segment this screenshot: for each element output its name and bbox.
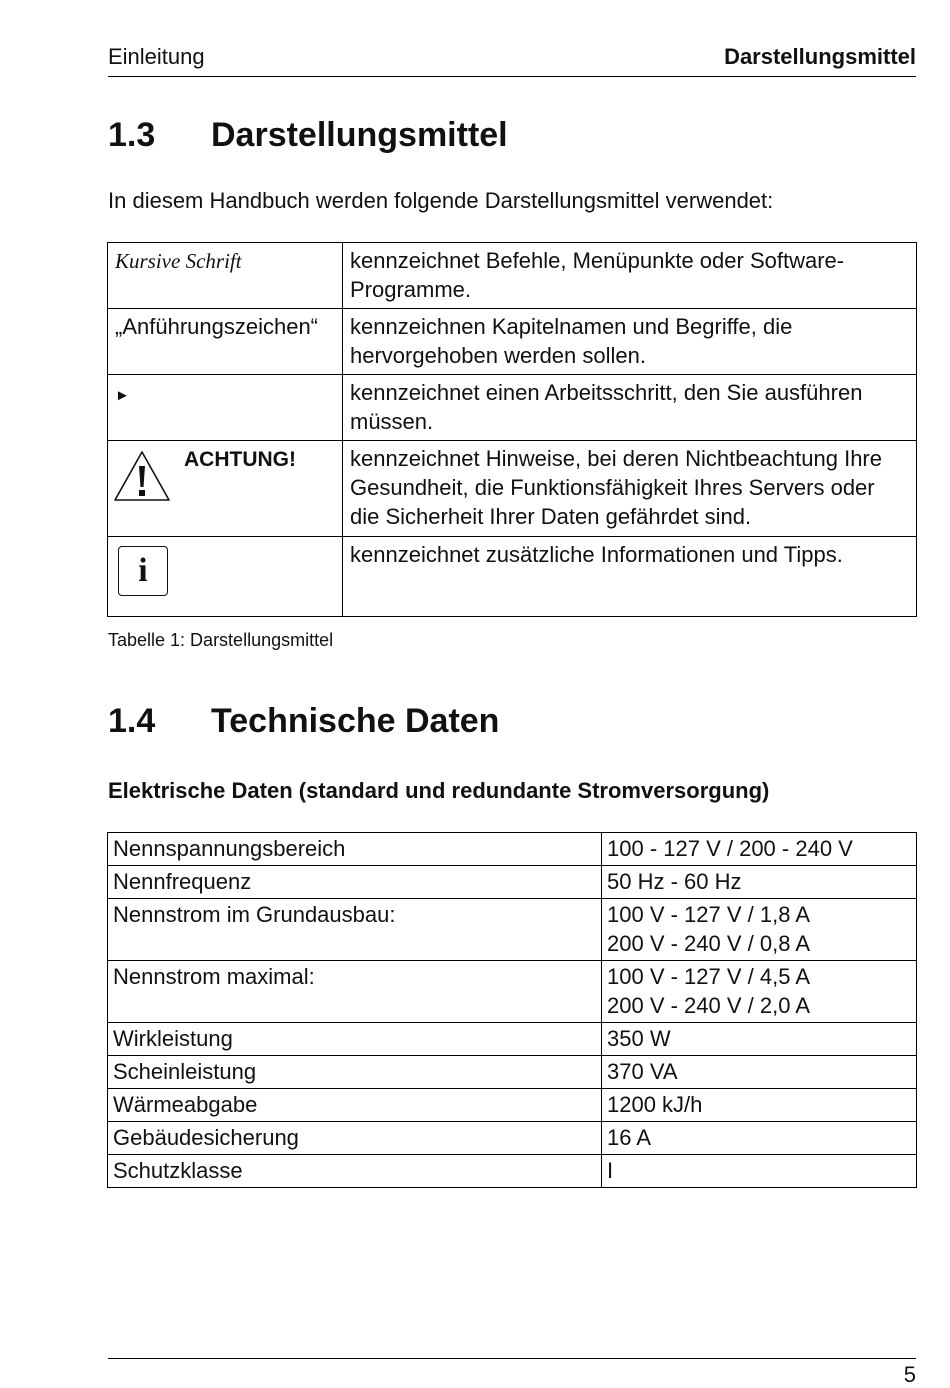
spec-value: 16 A — [602, 1122, 917, 1155]
page-header — [108, 44, 916, 77]
convention-desc: kennzeichnet Befehle, Menüpunkte oder Software-Programme. — [343, 243, 917, 309]
table-row — [108, 1056, 917, 1089]
table-row — [108, 375, 917, 441]
table-row — [108, 1122, 917, 1155]
table-row — [108, 441, 917, 537]
convention-key: „Anführungszeichen“ — [108, 309, 343, 375]
table-caption: Tabelle 1: Darstellungsmittel — [108, 630, 334, 650]
table-row — [108, 1023, 917, 1056]
convention-desc: kennzeichnet Hinweise, bei deren Nichtbeachtung Ihre Gesundheit, die Funktionsfähigkeit Ihres Servers oder die Sicherheit Ihrer Daten gefährdet sind. — [343, 441, 917, 537]
section-title: Technische Daten — [211, 702, 500, 740]
convention-key — [108, 375, 343, 441]
spec-label: Schutzklasse — [108, 1155, 602, 1188]
section-title: Darstellungsmittel — [211, 116, 508, 154]
table-row — [108, 1155, 917, 1188]
section-1-3-heading — [108, 116, 508, 155]
section-1-4-heading — [108, 702, 499, 741]
info-icon: i — [118, 546, 168, 596]
page-number: 5 — [903, 1362, 916, 1387]
table-row — [108, 537, 917, 617]
spec-value: 350 W — [602, 1023, 917, 1056]
arrow-bullet-icon: ► — [115, 387, 130, 404]
conventions-table — [107, 242, 917, 617]
spec-label: Wirkleistung — [108, 1023, 602, 1056]
intro-paragraph: In diesem Handbuch werden folgende Darstellungsmittel verwendet: — [108, 188, 774, 213]
technical-data-table — [107, 832, 917, 1188]
table-row — [108, 243, 917, 309]
table-row — [108, 833, 917, 866]
table-row — [108, 961, 917, 1023]
achtung-label: ACHTUNG! — [184, 448, 296, 471]
convention-key — [108, 441, 343, 537]
spec-label: Gebäudesicherung — [108, 1122, 602, 1155]
spec-value: 370 VA — [602, 1056, 917, 1089]
spec-label: Scheinleistung — [108, 1056, 602, 1089]
spec-label: Nennstrom maximal: — [108, 961, 602, 1023]
convention-key — [108, 537, 343, 617]
convention-desc: kennzeichnen Kapitelnamen und Begriffe, die hervorgehoben werden sollen. — [343, 309, 917, 375]
convention-desc: kennzeichnet einen Arbeitsschritt, den Sie ausführen müssen. — [343, 375, 917, 441]
footer-rule — [108, 1358, 916, 1359]
spec-value: 50 Hz - 60 Hz — [602, 866, 917, 899]
spec-label: Nennstrom im Grundausbau: — [108, 899, 602, 961]
section-number: 1.4 — [108, 702, 156, 740]
header-section: Darstellungsmittel — [724, 44, 916, 69]
spec-label: Nennspannungsbereich — [108, 833, 602, 866]
table-row — [108, 866, 917, 899]
header-chapter: Einleitung — [108, 44, 205, 69]
section-number: 1.3 — [108, 116, 156, 154]
table-row — [108, 899, 917, 961]
spec-value: 100 V - 127 V / 4,5 A 200 V - 240 V / 2,0 A — [602, 961, 917, 1023]
spec-value: 100 - 127 V / 200 - 240 V — [602, 833, 917, 866]
spec-label: Wärmeabgabe — [108, 1089, 602, 1122]
spec-value: 100 V - 127 V / 1,8 A 200 V - 240 V / 0,8 A — [602, 899, 917, 961]
table-row — [108, 1089, 917, 1122]
spec-label: Nennfrequenz — [108, 866, 602, 899]
warning-triangle-icon — [112, 449, 172, 503]
convention-desc: kennzeichnet zusätzliche Informationen und Tipps. — [343, 537, 917, 617]
subheading: Elektrische Daten (standard und redundante Stromversorgung) — [108, 778, 770, 803]
convention-key: Kursive Schrift — [108, 243, 343, 309]
spec-value: 1200 kJ/h — [602, 1089, 917, 1122]
table-row — [108, 309, 917, 375]
spec-value: I — [602, 1155, 917, 1188]
